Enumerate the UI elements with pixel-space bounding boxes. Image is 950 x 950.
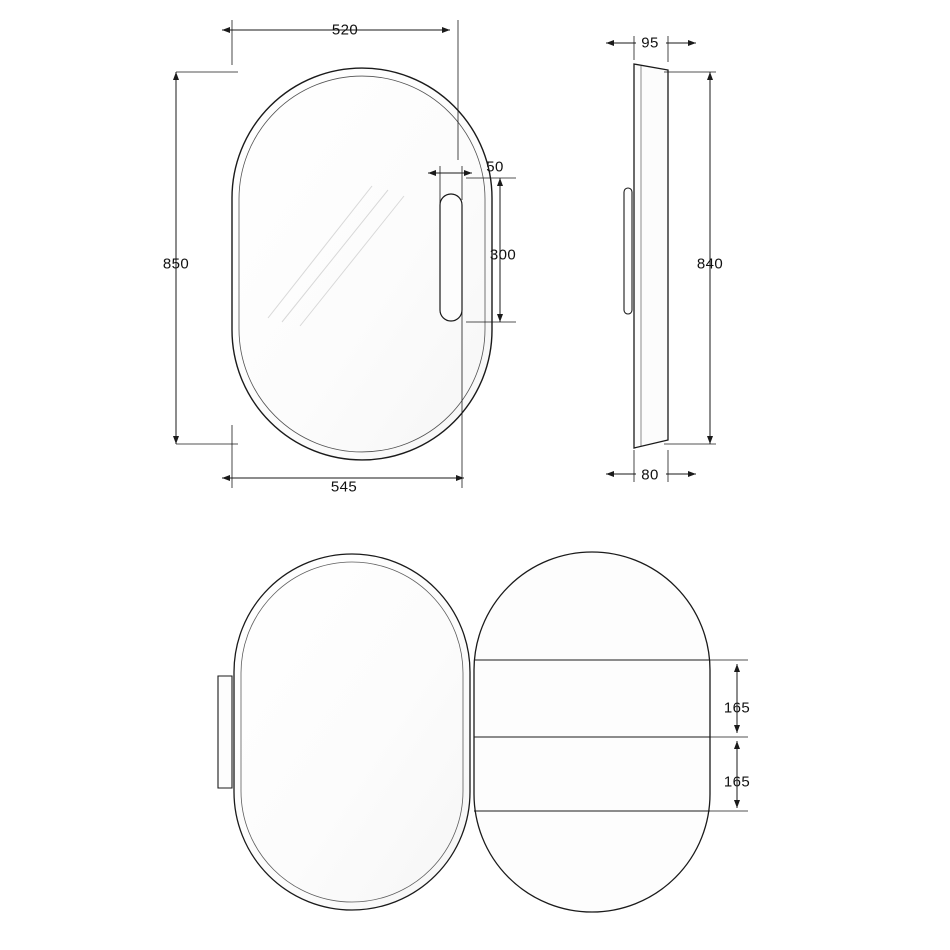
- open-view-geometry: [218, 552, 710, 912]
- dimension-side-depth-top: 95: [641, 34, 659, 52]
- front-handle: [440, 194, 462, 321]
- dimension-shelf-spacing-upper: 165: [723, 699, 751, 717]
- side-outline: [634, 64, 668, 448]
- dimension-front-handle-width: 50: [486, 158, 504, 176]
- open-door-handle: [218, 676, 232, 788]
- dimension-shelf-spacing-lower: 165: [723, 773, 751, 791]
- side-view-geometry: [624, 64, 668, 448]
- dimension-front-width-bottom: 545: [330, 478, 358, 496]
- open-door-outline: [234, 554, 470, 910]
- dimension-side-depth-bottom: 80: [641, 466, 659, 484]
- open-cabinet-outline: [474, 552, 710, 912]
- side-handle: [624, 188, 632, 314]
- dimension-front-width-top: 520: [331, 21, 359, 39]
- dimension-side-height-right: 840: [696, 255, 724, 273]
- dimension-front-handle-height: 300: [489, 246, 517, 264]
- dimension-front-height-left: 850: [162, 255, 190, 273]
- front-view-geometry: [232, 68, 492, 460]
